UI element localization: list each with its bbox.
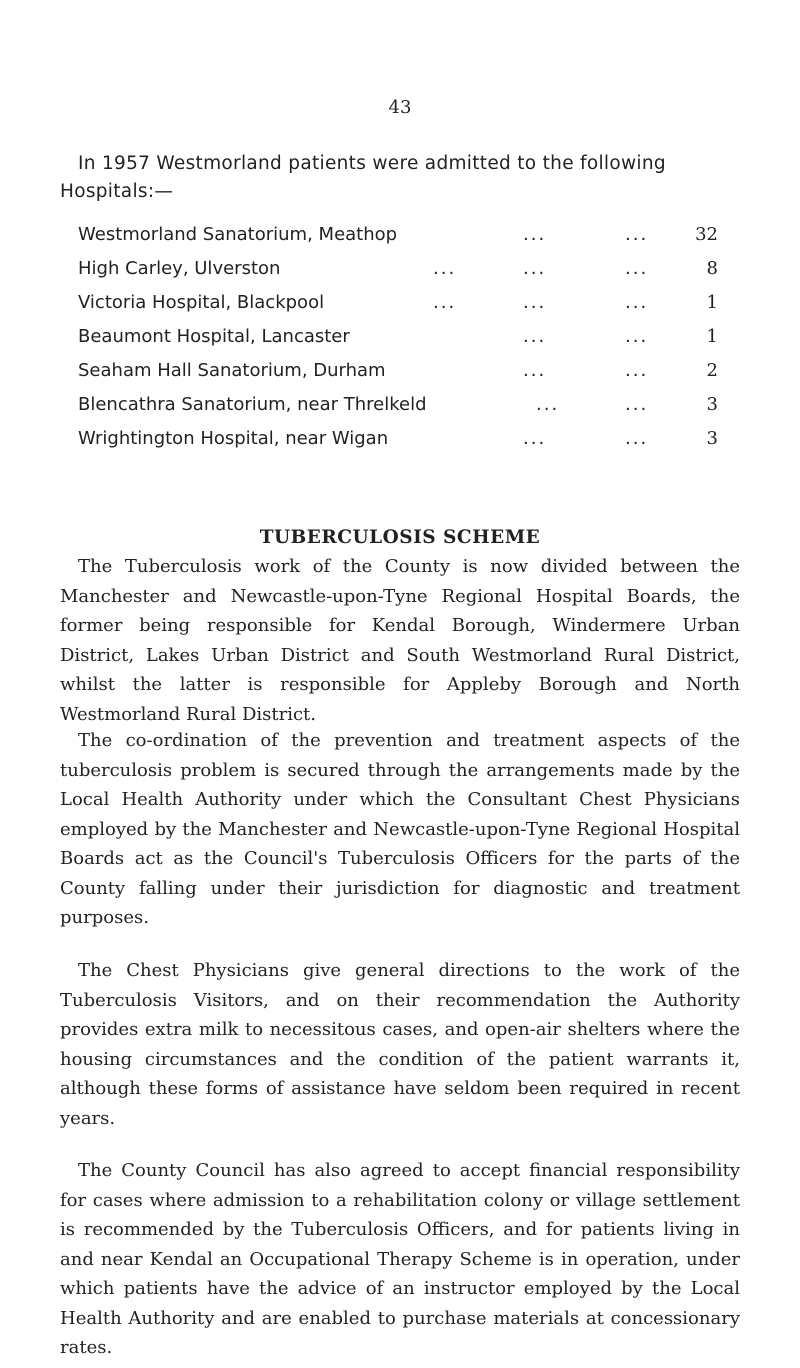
leader-dots: ... — [625, 258, 649, 279]
leader-dots: ... — [523, 258, 547, 279]
paragraph: The Chest Physicians give general directions to the work of the Tuberculosis Visitors, and on their recommendation the Authority provides extra milk to necessitous cases, and open-air shelters where the housing circumstances and the condition of the patient warrants it, although these forms of assistance have seldom been required in recent years. — [60, 960, 740, 1129]
hospital-count: 3 — [706, 394, 718, 415]
list-item — [78, 320, 718, 354]
list-item — [78, 388, 718, 422]
hospital-name: Wrightington Hospital, near Wigan — [78, 428, 389, 449]
list-item — [78, 218, 718, 252]
hospital-count: 32 — [695, 224, 718, 245]
leader-dots: ... — [625, 224, 649, 245]
leader-dots: ... — [523, 224, 547, 245]
page-number: 43 — [388, 97, 412, 118]
leader-dots: ... — [625, 394, 649, 415]
list-item — [78, 286, 718, 320]
hospital-count: 2 — [706, 360, 718, 381]
leader-dots: ... — [625, 428, 649, 449]
leader-dots: ... — [523, 326, 547, 347]
paragraph: The co-ordination of the prevention and treatment aspects of the tuberculosis problem is secured through the arrangements made by the Local Health Authority under which the Consultant Chest Physicians employed by the Manchester and Newcastle-upon-Tyne Regional Hospital Boards act as the Council's Tuberculosis Officers for the parts of the County falling under their jurisdiction for diagnostic and treatment purposes. — [60, 730, 740, 928]
hospital-count: 3 — [706, 428, 718, 449]
hospital-name: Victoria Hospital, Blackpool — [78, 292, 325, 313]
list-item — [78, 422, 718, 456]
section-heading: TUBERCULOSIS SCHEME — [259, 527, 541, 548]
leader-dots: ... — [625, 326, 649, 347]
paragraph: The Tuberculosis work of the County is now divided between the Manchester and Newcastle-upon-Tyne Regional Hospital Boards, the former being responsible for Kendal Borough, Windermere Urban District, Lakes Urban District and South Westmorland Rural District, whilst the latter is responsible for Appleby Borough and North Westmorland Rural District. — [60, 556, 740, 725]
leader-dots: ... — [523, 292, 547, 313]
hospital-name: Blencathra Sanatorium, near Threlkeld — [78, 394, 427, 415]
leader-dots: ... — [523, 360, 547, 381]
hospital-count: 1 — [706, 326, 718, 347]
leader-dots: ... — [625, 360, 649, 381]
leader-dots: ... — [433, 292, 457, 313]
hospital-count: 8 — [706, 258, 718, 279]
hospital-name: Seaham Hall Sanatorium, Durham — [78, 360, 386, 381]
leader-dots: ... — [625, 292, 649, 313]
hospital-name: Westmorland Sanatorium, Meathop — [78, 224, 398, 245]
hospital-name: Beaumont Hospital, Lancaster — [78, 326, 350, 347]
intro-text: In 1957 Westmorland patients were admitted to the following Hospitals:— — [60, 153, 666, 202]
leader-dots: ... — [523, 428, 547, 449]
list-item — [78, 354, 718, 388]
paragraph: The County Council has also agreed to accept financial responsibility for cases where admission to a rehabilitation colony or village settlement is recommended by the Tuberculosis Officers, and for patients living in and near Kendal an Occupational Therapy Scheme is in operation, under which patients have the advice of an instructor employed by the Local Health Authority and are enabled to purchase materials at concessionary rates. — [60, 1160, 740, 1358]
list-item — [78, 252, 718, 286]
hospital-name: High Carley, Ulverston — [78, 258, 281, 279]
hospital-count: 1 — [706, 292, 718, 313]
hospital-list — [78, 218, 718, 456]
leader-dots: ... — [433, 258, 457, 279]
leader-dots: ... — [536, 394, 560, 415]
